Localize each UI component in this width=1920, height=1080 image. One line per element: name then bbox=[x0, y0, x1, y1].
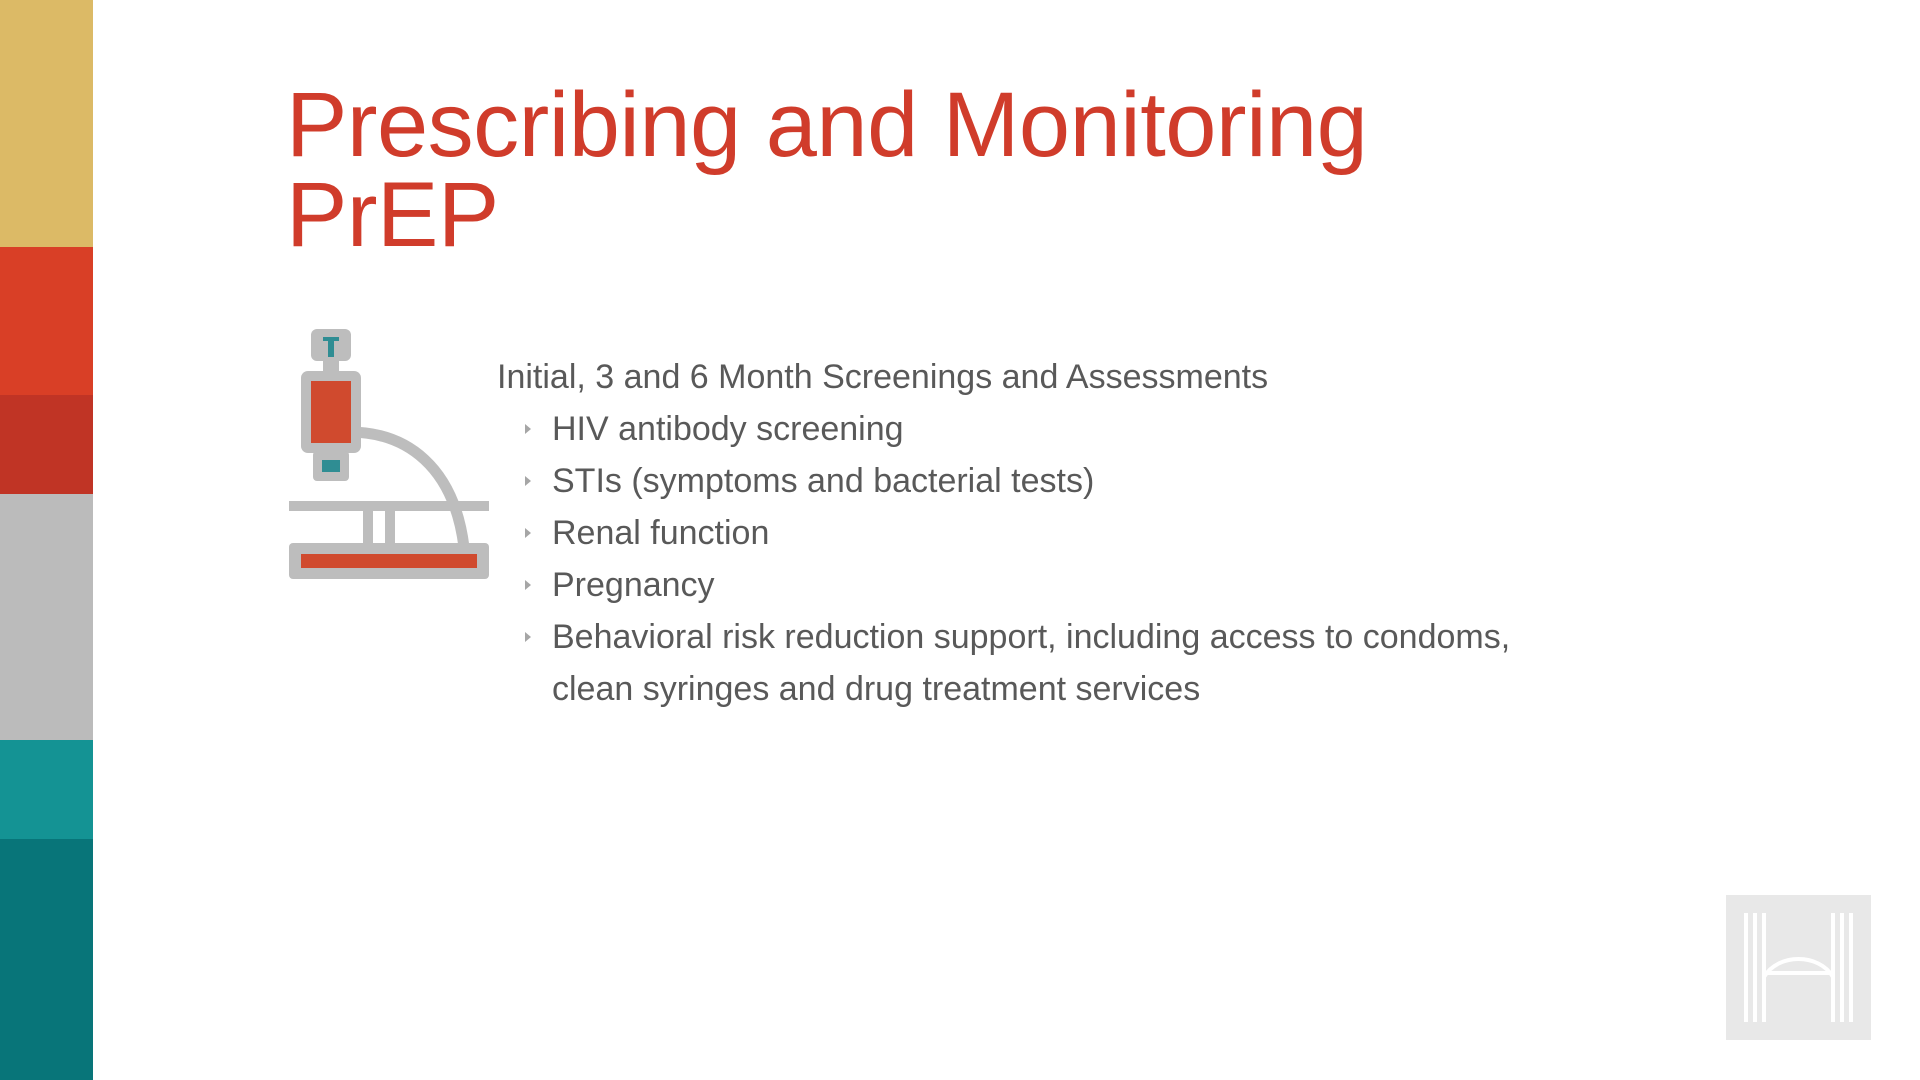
microscope-body-red bbox=[311, 381, 351, 443]
side-bar-band-teal bbox=[0, 740, 93, 839]
microscope-stage-leg-right bbox=[385, 501, 395, 547]
lead-line: Initial, 3 and 6 Month Screenings and Assessments bbox=[497, 358, 1269, 396]
side-bar-band-gold bbox=[0, 0, 93, 247]
hospital-logo-icon bbox=[1726, 895, 1871, 1040]
list-item-text: Pregnancy bbox=[552, 566, 715, 604]
bullet-arrow-icon bbox=[525, 632, 531, 642]
side-bar-band-dark-red bbox=[0, 395, 93, 494]
list-item-text: Renal function bbox=[552, 514, 770, 552]
slide-title-line-1: Prescribing and Monitoring bbox=[286, 74, 1368, 176]
microscope-stage-leg-left bbox=[363, 501, 373, 547]
slide-content bbox=[497, 351, 1597, 715]
side-bar-band-dark-teal bbox=[0, 839, 93, 1080]
list-item bbox=[497, 455, 1597, 507]
side-bar-band-gray bbox=[0, 494, 93, 740]
microscope-icon bbox=[289, 327, 489, 587]
list-item-text: HIV antibody screening bbox=[552, 410, 904, 448]
bullet-list bbox=[497, 403, 1597, 715]
microscope-eyepiece-mark-stem bbox=[328, 337, 334, 357]
bullet-arrow-icon bbox=[525, 476, 531, 486]
list-item-text: Behavioral risk reduction support, including access to condoms, clean syringes and drug treatment services bbox=[552, 618, 1511, 708]
bullet-arrow-icon bbox=[525, 528, 531, 538]
microscope-objective-teal bbox=[322, 460, 340, 472]
slide-title-line-2: PrEP bbox=[286, 164, 499, 266]
slide-title bbox=[286, 74, 1586, 266]
list-item bbox=[497, 507, 1597, 559]
bullet-arrow-icon bbox=[525, 580, 531, 590]
list-item bbox=[497, 403, 1597, 455]
list-item bbox=[497, 611, 1597, 715]
side-bar-band-red bbox=[0, 247, 93, 395]
side-color-bar bbox=[0, 0, 93, 1080]
bullet-arrow-icon bbox=[525, 424, 531, 434]
list-item-text: STIs (symptoms and bacterial tests) bbox=[552, 462, 1095, 500]
list-item bbox=[497, 559, 1597, 611]
microscope-base-red bbox=[301, 554, 477, 568]
